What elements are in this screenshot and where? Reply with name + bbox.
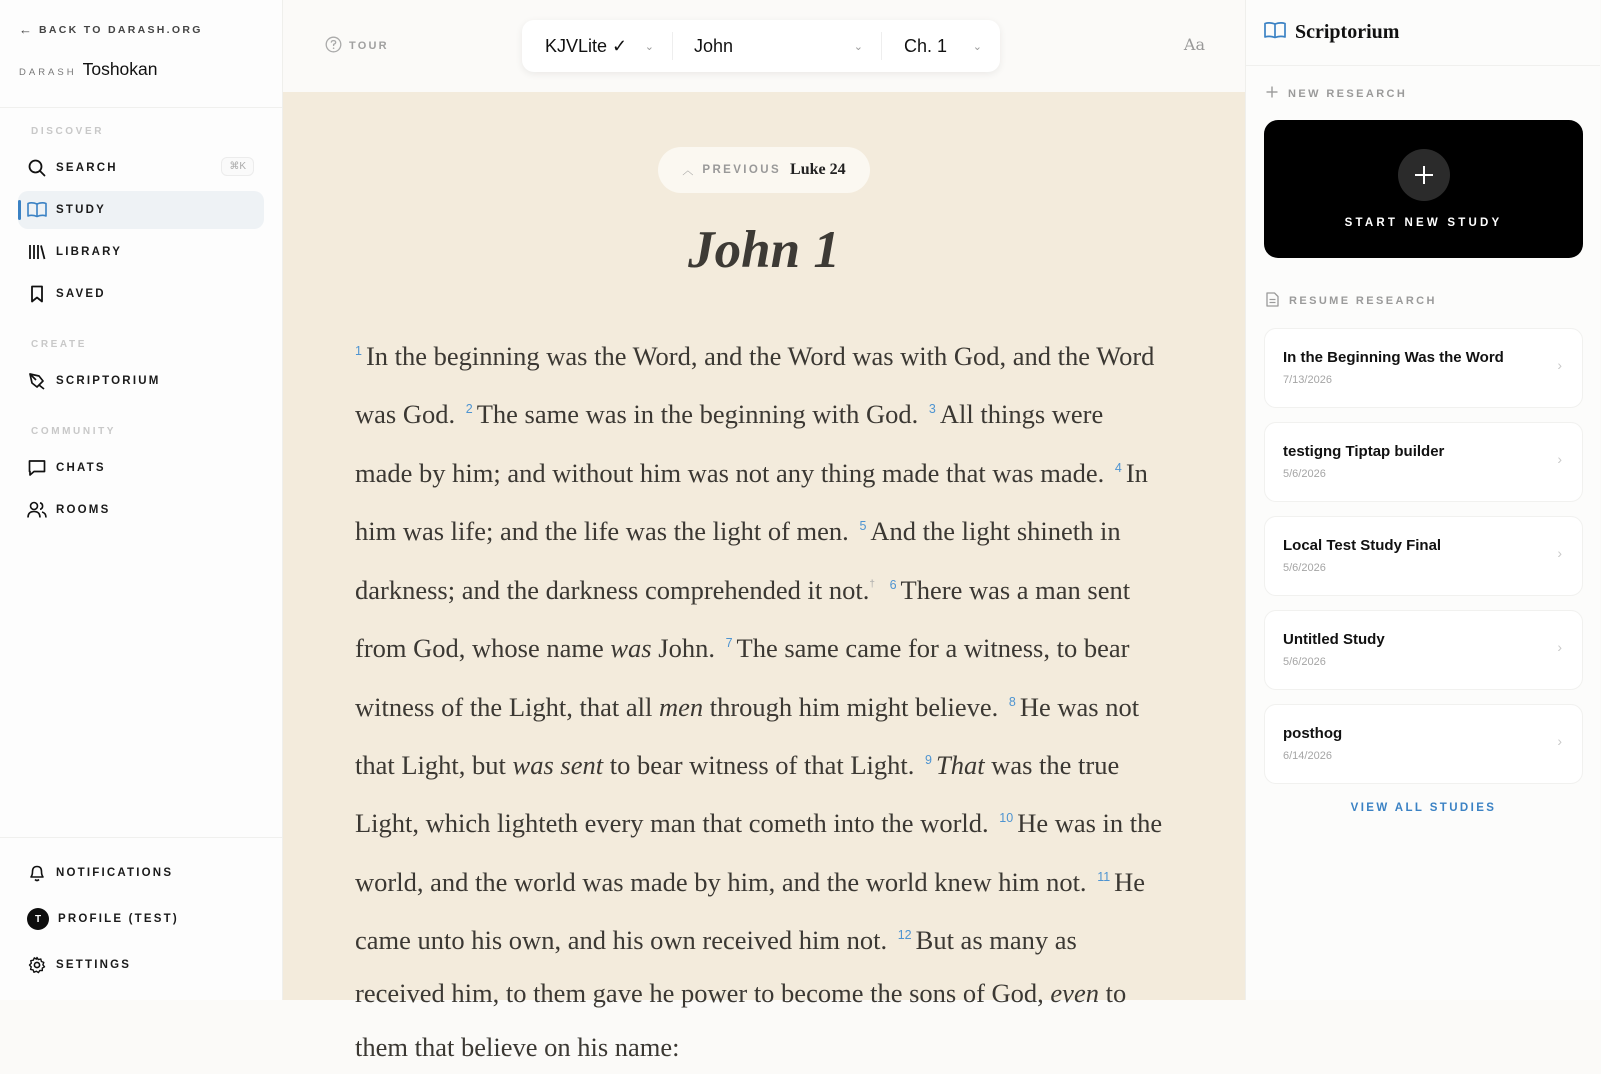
previous-target: Luke 24 (790, 161, 846, 178)
nav-item-chats[interactable] (18, 449, 264, 487)
plus-icon (1398, 149, 1450, 201)
nav-label-library: LIBRARY (56, 246, 123, 258)
verse-text[interactable]: to bear witness of that Light. (609, 750, 915, 781)
study-card[interactable] (1264, 422, 1583, 502)
gear-icon (27, 955, 47, 975)
verse-number[interactable]: 4 (1114, 460, 1122, 475)
back-link-label: BACK TO DARASH.ORG (39, 23, 203, 36)
verse-italic: men (658, 691, 704, 722)
view-all-studies-link[interactable]: VIEW ALL STUDIES (1350, 802, 1497, 814)
chevron-right-icon: › (1557, 545, 1562, 561)
scripture-text (355, 325, 1165, 1074)
nav-item-scriptorium[interactable] (18, 362, 264, 400)
version-select[interactable] (522, 20, 672, 72)
brand-area (0, 0, 282, 108)
book-select[interactable] (672, 32, 882, 60)
library-icon (27, 242, 47, 262)
nav-item-saved[interactable] (18, 275, 264, 313)
verse-italic: was sent (512, 750, 604, 781)
sidebar-bottom (0, 837, 282, 1000)
study-date: 5/6/2026 (1283, 656, 1326, 668)
study-title: posthog (1283, 725, 1343, 742)
nav-item-search[interactable] (18, 149, 264, 187)
chapter-title: John 1 (688, 221, 840, 279)
chapter-value: Ch. 1 (904, 35, 948, 56)
verse-text[interactable]: to them that believe on his name: (355, 978, 1127, 1062)
tour-label: TOUR (349, 40, 389, 52)
brand-name: Toshokan (82, 59, 158, 79)
new-research-button[interactable] (1246, 86, 1600, 101)
verse-number[interactable]: 12 (897, 927, 912, 942)
verse-text[interactable]: The same was in the beginning with God. (476, 399, 919, 430)
nav-section-discover: DISCOVER (31, 126, 105, 137)
verse-text[interactable]: There was a man sent from God, whose name (355, 575, 1131, 664)
verse-text[interactable]: He was not that Light, but (355, 691, 1140, 781)
study-card[interactable] (1264, 516, 1583, 596)
nav-label-profile: PROFILE (TEST) (58, 913, 179, 925)
chevron-right-icon: › (1557, 357, 1562, 373)
verse-number[interactable]: 2 (465, 402, 473, 417)
nav-item-notifications[interactable] (18, 852, 264, 894)
nav-section-community: COMMUNITY (31, 426, 117, 437)
verse-text[interactable]: In the beginning was the Word, and the Word was with God, and the Word was God. (355, 341, 1155, 430)
nav-section-create: CREATE (31, 339, 87, 350)
study-card[interactable] (1264, 704, 1583, 784)
footnote-marker[interactable]: † (869, 579, 875, 591)
chevron-down-icon: ⌄ (853, 40, 863, 53)
verse-text[interactable]: The same came for a witness, to bear witness of the Light, that all (355, 633, 1130, 722)
nav-item-profile[interactable] (18, 898, 264, 940)
verse-text[interactable]: He came unto his own, and his own received him not. (355, 866, 1146, 955)
passage-selector (522, 20, 1000, 72)
bell-icon (27, 863, 47, 883)
nav-label-rooms: ROOMS (56, 504, 111, 516)
brand (19, 59, 282, 80)
main-nav (0, 108, 282, 529)
verse-text[interactable]: And the light shineth in darkness; and the darkness comprehended it not. (355, 515, 1121, 606)
verse-italic: was (610, 633, 652, 664)
verse-text[interactable]: He was in the world, and the world was made by him, and the world knew him not. (355, 808, 1163, 897)
back-to-darash-link[interactable] (19, 22, 282, 37)
study-date: 6/14/2026 (1283, 750, 1332, 762)
study-title: Local Test Study Final (1283, 537, 1442, 554)
nav-item-study[interactable] (18, 191, 264, 229)
verse-number[interactable]: 9 (925, 753, 932, 768)
scriptorium-header (1246, 0, 1600, 66)
study-card[interactable] (1264, 328, 1583, 408)
resume-research-label: RESUME RESEARCH (1289, 295, 1437, 307)
verse-number[interactable]: 5 (859, 518, 867, 533)
chapter-select[interactable] (882, 20, 1000, 72)
verse-text[interactable]: In him was life; and the life was the light of men. (355, 457, 1148, 546)
verse-italic: even (1050, 978, 1099, 1009)
verse-text[interactable]: through him might believe. (709, 691, 999, 722)
scriptorium-panel (1245, 0, 1600, 1000)
search-shortcut-badge: ⌘K (221, 157, 254, 176)
nav-label-scriptorium: SCRIPTORIUM (56, 375, 161, 387)
start-new-study-label: START NEW STUDY (1344, 217, 1503, 229)
reader-main (283, 0, 1245, 1062)
document-icon (1266, 292, 1279, 310)
verse-text[interactable]: was the true Light, which lighteth every man that cometh into the world. (355, 750, 1120, 839)
arrow-left-icon: ← (19, 22, 32, 37)
bookmark-icon (27, 284, 47, 304)
scriptorium-title: Scriptorium (1295, 21, 1400, 43)
study-card[interactable] (1264, 610, 1583, 690)
verse-number[interactable]: 7 (725, 636, 733, 651)
brand-prefix: DARASH (19, 67, 77, 78)
study-title: testigng Tiptap builder (1283, 443, 1445, 460)
start-new-study-button[interactable] (1264, 120, 1583, 258)
book-value: John (694, 35, 734, 56)
open-book-icon (27, 200, 47, 220)
verse-italic: That (935, 750, 985, 781)
verse-number[interactable]: 1 (355, 344, 362, 358)
new-research-label: NEW RESEARCH (1288, 87, 1408, 100)
nav-item-settings[interactable] (18, 944, 264, 986)
plus-icon (1266, 86, 1278, 101)
nav-label-study: STUDY (56, 204, 106, 216)
study-date: 5/6/2026 (1283, 562, 1326, 574)
verse-text[interactable]: But as many as received him, to them gave he power to become the sons of God, (355, 924, 1077, 1009)
tour-button[interactable] (325, 36, 389, 56)
chevron-right-icon: › (1557, 451, 1562, 467)
quill-pen-icon (27, 371, 47, 391)
nav-label-saved: SAVED (56, 288, 106, 300)
verse-number[interactable]: 8 (1008, 694, 1016, 709)
previous-chapter-button[interactable] (658, 147, 870, 193)
verse-number[interactable]: 3 (928, 402, 936, 417)
verse-number[interactable]: 6 (889, 578, 897, 593)
study-date: 7/13/2026 (1283, 374, 1332, 386)
study-title: Untitled Study (1283, 631, 1385, 648)
study-list (1246, 328, 1600, 784)
nav-label-chats: CHATS (56, 462, 106, 474)
resume-research-heading (1246, 292, 1600, 310)
help-circle-icon (325, 36, 342, 56)
chevron-up-icon: ︿ (682, 165, 694, 177)
users-icon (27, 500, 47, 520)
reader-topbar (283, 0, 1245, 92)
nav-label-notifications: NOTIFICATIONS (56, 867, 174, 879)
open-book-icon (1264, 21, 1286, 45)
chevron-right-icon: › (1557, 639, 1562, 655)
nav-label-search: SEARCH (56, 162, 118, 174)
study-title: In the Beginning Was the Word (1283, 349, 1504, 366)
chat-bubble-icon (27, 458, 47, 478)
font-settings-button[interactable] (1184, 35, 1205, 54)
avatar: T (27, 908, 49, 930)
chevron-down-icon: ⌄ (972, 40, 982, 53)
verse-text[interactable]: John. (658, 633, 715, 664)
verse-number[interactable]: 11 (1097, 869, 1111, 884)
nav-item-rooms[interactable] (18, 491, 264, 529)
verse-number[interactable]: 10 (999, 811, 1014, 826)
font-size-icon: Aa (1183, 35, 1205, 54)
verse-text[interactable]: All things were made by him; and without him was not any thing made that was made. (355, 399, 1105, 488)
sidebar (0, 0, 283, 1000)
nav-label-settings: SETTINGS (56, 959, 132, 971)
previous-label: PREVIOUS (702, 164, 782, 176)
chevron-down-icon: ⌄ (644, 40, 654, 53)
version-value: KJVLite ✓ (545, 35, 628, 56)
chevron-right-icon: › (1557, 733, 1562, 749)
nav-item-library[interactable] (18, 233, 264, 271)
search-icon (27, 158, 47, 178)
study-date: 5/6/2026 (1283, 468, 1326, 480)
